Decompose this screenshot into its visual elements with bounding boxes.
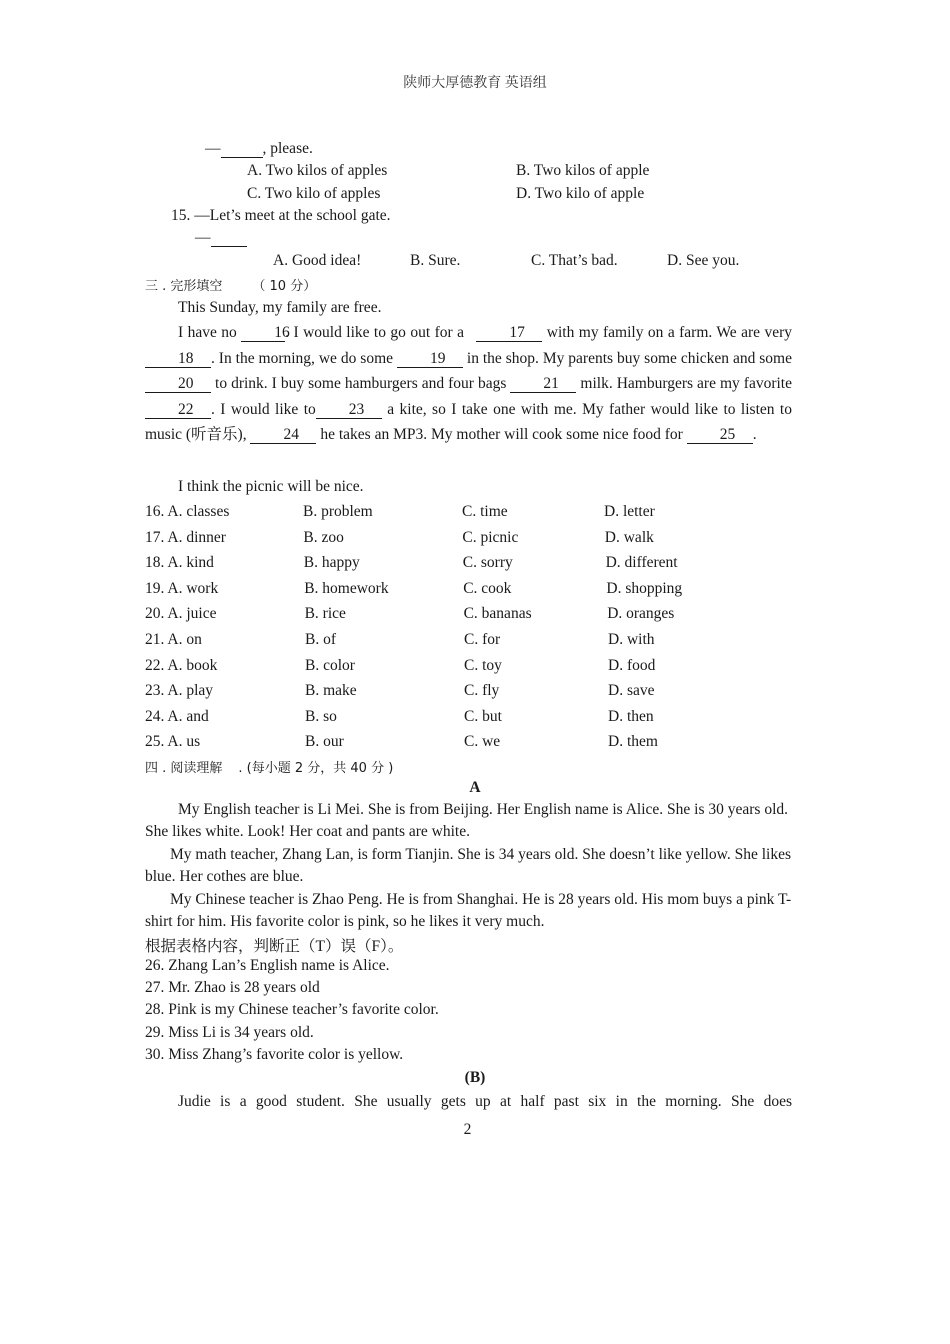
cloze-q25-option-a: 25. A. us xyxy=(145,733,201,751)
cloze-q18-option-b: B. happy xyxy=(303,554,360,572)
cloze-q22-option-a: 22. A. book xyxy=(145,656,218,674)
cloze-q20-option-b: B. rice xyxy=(304,605,346,623)
cloze-q25-option-d: D. them xyxy=(608,733,658,751)
cloze-q22-option-d: D. food xyxy=(608,656,656,674)
cloze-blank-19: 19 xyxy=(397,350,463,368)
cloze-q18-option-d: D. different xyxy=(605,554,678,572)
statement-28: 28. Pink is my Chinese teacher’s favorite color. xyxy=(145,1001,439,1018)
statement-27: 27. Mr. Zhao is 28 years old xyxy=(145,979,320,996)
cloze-q25-option-b: B. our xyxy=(305,733,344,751)
cloze-text-1: I have no xyxy=(178,324,242,341)
q14-answer-line xyxy=(205,140,313,158)
cloze-q16-option-b: B. problem xyxy=(303,503,373,520)
reading-score-text: . (每小题 2 分，共 40 分 ) xyxy=(238,761,394,776)
cloze-q19-option-c: C. cook xyxy=(463,579,512,597)
cloze-closing: I think the picnic will be nice. xyxy=(178,478,364,495)
cloze-blank-25: 25 xyxy=(687,426,753,444)
cloze-text-4: . In the morning, we do some xyxy=(211,349,397,367)
cloze-q21-option-a: 21. A. on xyxy=(145,631,202,648)
cloze-text-7: milk. Hamburgers are my favorite xyxy=(576,375,792,393)
cloze-q17-option-a: 17. A. dinner xyxy=(145,528,226,546)
cloze-q21-option-c: C. for xyxy=(464,631,501,648)
cloze-q17-option-b: B. zoo xyxy=(303,528,344,546)
q14-option-b: B. Two kilos of apple xyxy=(516,162,650,179)
reading-title-text: 四 . 阅读理解 xyxy=(145,761,223,776)
cloze-score-text: （ 10 分） xyxy=(252,279,317,294)
cloze-q23-option-b: B. make xyxy=(305,682,357,700)
cloze-text-5: in the shop. My parents buy some chicken and some xyxy=(462,349,792,367)
cloze-q21-option-b: B. of xyxy=(305,631,336,648)
q14-option-d: D. Two kilo of apple xyxy=(516,185,645,202)
q15-option-c: C. That’s bad. xyxy=(531,252,618,269)
q15-answer-line xyxy=(195,229,247,247)
cloze-q16-option-c: C. time xyxy=(462,503,508,520)
cloze-text-10: he takes an MP3. My mother will cook some nice food for xyxy=(316,426,687,444)
cloze-q17-option-c: C. picnic xyxy=(462,528,519,546)
statement-26: 26. Zhang Lan’s English name is Alice. xyxy=(145,957,390,974)
q14-option-c: C. Two kilo of apples xyxy=(247,185,381,202)
cloze-blank-20: 20 xyxy=(145,375,211,393)
q15-option-a: A. Good idea! xyxy=(273,252,362,269)
cloze-q23-option-a: 23. A. play xyxy=(145,682,214,700)
q14-blank xyxy=(221,140,263,158)
q15-option-d: D. See you. xyxy=(667,252,740,269)
reading-a-instruction: 根据表格内容，判断正（T）误（F）。 xyxy=(145,938,404,955)
reading-part-b-label: (B) xyxy=(464,1069,486,1086)
q14-dash: — xyxy=(205,140,221,157)
q14-option-a: A. Two kilos of apples xyxy=(247,162,388,179)
cloze-blank-24: 24 xyxy=(250,426,316,444)
cloze-q24-option-d: D. then xyxy=(608,707,654,725)
reading-a-paragraph-1: My English teacher is Li Mei. She is from Beijing. Her English name is Alice. She is 30 years old. She likes white. Look! Her coat and pants are white. xyxy=(145,801,789,841)
cloze-text-8: . I would like to xyxy=(211,400,316,418)
cloze-passage xyxy=(145,320,792,448)
statement-29: 29. Miss Li is 34 years old. xyxy=(145,1024,314,1041)
cloze-blank-22: 22 xyxy=(145,401,211,419)
q14-suffix: , please. xyxy=(262,140,313,157)
cloze-blank-21: 21 xyxy=(510,375,576,393)
q15-blank xyxy=(211,229,247,247)
q15-option-b: B. Sure. xyxy=(410,252,461,269)
reading-a-paragraph-2: My math teacher, Zhang Lan, is form Tianjin. She is 34 years old. She doesn’t like yellow. She likes blue. Her cothes are blue. xyxy=(145,846,792,886)
cloze-text-6: to drink. I buy some hamburgers and four bags xyxy=(211,375,511,393)
cloze-text-11: . xyxy=(752,426,757,444)
page-header: 陕师大厚德教育 英语组 xyxy=(403,76,547,91)
cloze-q22-option-c: C. toy xyxy=(464,656,502,674)
reading-part-a-label: A xyxy=(469,779,481,796)
cloze-blank-18: 18 xyxy=(145,350,211,368)
cloze-intro: This Sunday, my family are free. xyxy=(178,299,382,316)
cloze-q16-option-d: D. letter xyxy=(604,503,655,520)
cloze-q19-option-a: 19. A. work xyxy=(145,579,219,597)
page-number: 2 xyxy=(463,1121,472,1138)
cloze-q23-option-d: D. save xyxy=(608,682,655,700)
cloze-text-3: with my family on a farm. We are very xyxy=(542,324,792,341)
cloze-section-title xyxy=(145,275,316,294)
cloze-blank-23: 23 xyxy=(316,401,382,419)
cloze-text-9: a kite, so I take one with me. My father would like to listen to music (听音乐), xyxy=(145,400,792,444)
cloze-blank-17: 17 xyxy=(476,324,542,342)
q15-dash: — xyxy=(195,229,211,246)
cloze-q19-option-b: B. homework xyxy=(304,579,389,597)
cloze-q19-option-d: D. shopping xyxy=(606,579,683,597)
cloze-q24-option-c: C. but xyxy=(464,707,502,725)
reading-b-paragraph-1: Judie is a good student. She usually gets up at half past six in the morning. She does xyxy=(178,1093,792,1110)
cloze-q23-option-c: C. fly xyxy=(464,682,500,700)
cloze-q20-option-d: D. oranges xyxy=(607,605,675,623)
reading-a-paragraph-3: My Chinese teacher is Zhao Peng. He is from Shanghai. He is 28 years old. His mom buys a pink T-shirt for him. His favorite color is pink, so he likes it very much. xyxy=(145,891,792,931)
cloze-q25-option-c: C. we xyxy=(464,733,501,751)
cloze-q24-option-a: 24. A. and xyxy=(145,707,209,725)
cloze-q18-option-a: 18. A. kind xyxy=(145,554,214,572)
cloze-q17-option-d: D. walk xyxy=(604,528,654,546)
cloze-q24-option-b: B. so xyxy=(305,707,337,725)
cloze-title-text: 三 . 完形填空 xyxy=(145,279,223,294)
q15-question: 15. —Let’s meet at the school gate. xyxy=(171,207,391,224)
cloze-blank-16: 16 xyxy=(241,324,285,342)
cloze-q22-option-b: B. color xyxy=(305,656,355,674)
cloze-q21-option-d: D. with xyxy=(608,631,655,648)
cloze-q16-option-a: 16. A. classes xyxy=(145,503,230,520)
reading-section-title xyxy=(145,757,393,776)
cloze-q18-option-c: C. sorry xyxy=(462,554,513,572)
cloze-q20-option-a: 20. A. juice xyxy=(145,605,217,623)
cloze-q20-option-c: C. bananas xyxy=(463,605,532,623)
cloze-text-2: . I would like to go out for a xyxy=(285,324,469,341)
statement-30: 30. Miss Zhang’s favorite color is yellow. xyxy=(145,1046,404,1063)
